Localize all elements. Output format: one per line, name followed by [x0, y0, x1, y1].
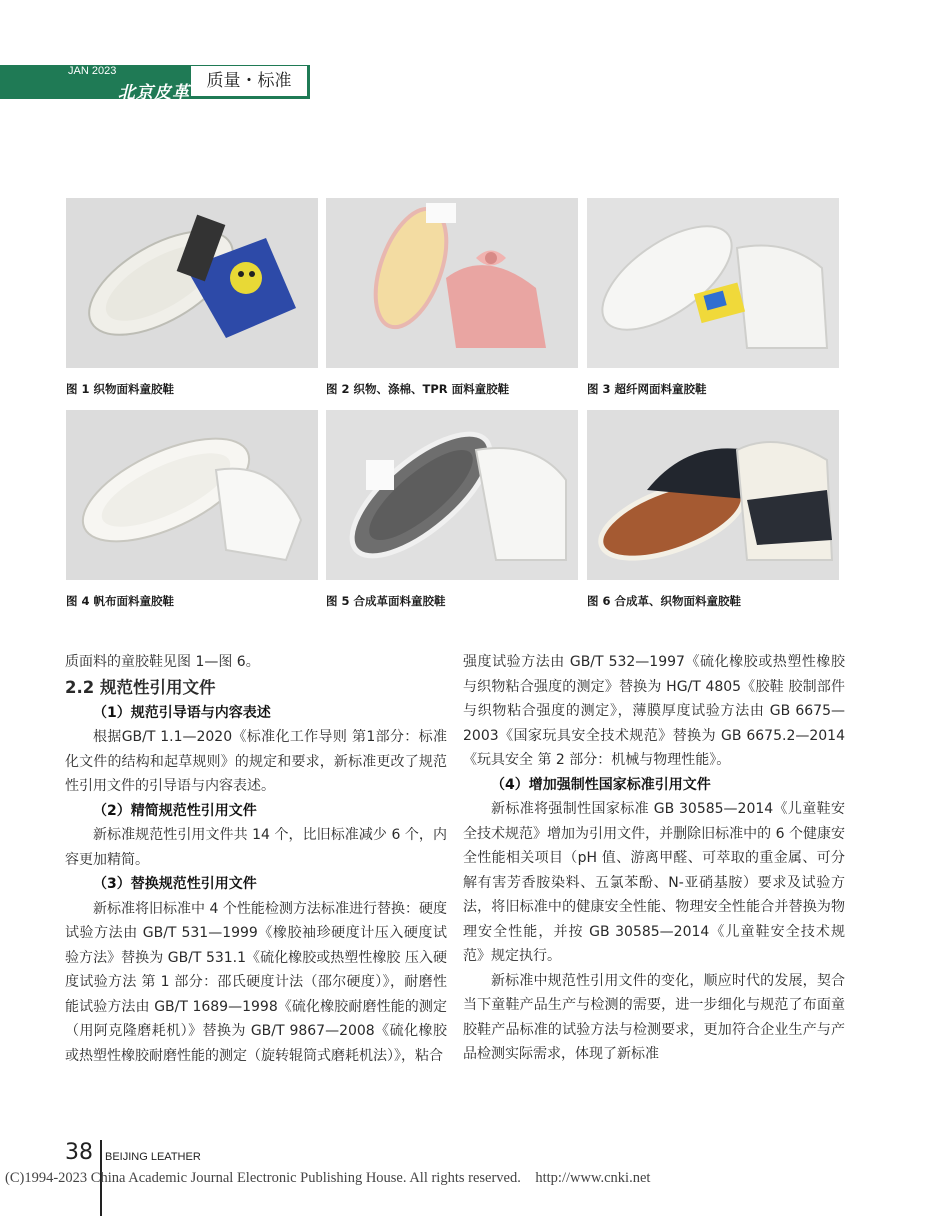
figure-5-caption: 图 5 合成革面料童胶鞋: [326, 594, 446, 608]
footer-magazine-name: BEIJING LEATHER: [105, 1151, 201, 1163]
subheading-4: （4）增加强制性国家标准引用文件: [491, 776, 711, 793]
figure-3-photo: [587, 198, 839, 368]
figure-2-caption: 图 2 织物、涤棉、TPR 面料童胶鞋: [326, 382, 510, 396]
figure-4-photo: [66, 410, 318, 580]
figure-6-photo: [587, 410, 839, 580]
figure-6-caption: 图 6 合成革、织物面料童胶鞋: [587, 594, 742, 608]
figure-3-caption: 图 3 超纤网面料童胶鞋: [587, 382, 707, 396]
subheading-1: （1）规范引导语与内容表述: [93, 704, 271, 721]
right-column: [463, 650, 845, 1067]
figure-4-caption: 图 4 帆布面料童胶鞋: [66, 594, 175, 608]
paragraph: 新标准中规范性引用文件的变化，顺应时代的发展，契合当下童鞋产品生产与检测的需要，进一步细化与规范了布面童胶鞋产品标准的试验方法与检测要求，更加符合企业生产与产品检测实际需求，体现了新标准: [463, 972, 845, 1062]
subheading-2: （2）精简规范性引用文件: [93, 802, 257, 819]
copyright-notice: (C)1994-2023 China Academic Journal Electronic Publishing House. All rights reserved. http://www.cnki.net: [5, 1170, 651, 1186]
magazine-title: 北京皮革: [118, 83, 190, 103]
figure-2-photo: [326, 198, 578, 368]
figure-1-photo: [66, 198, 318, 368]
paragraph: 新标准将强制性国家标准 GB 30585—2014《儿童鞋安全技术规范》增加为引用文件，并删除旧标准中的 6 个健康安全性能相关项目（pH 值、游离甲醛、可萃取的重金属、可分解有害芳香胺染料、五氯苯酚、N-亚硝基胺）要求及试验方法，将旧标准中的健康安全性能、物理安全性能合并替换为物理安全性能，并按 GB 30585—2014《儿童鞋安全技术规范》规定执行。: [463, 801, 845, 964]
section-title: 质量・标准: [191, 66, 307, 96]
paragraph: 强度试验方法由 GB/T 532—1997《硫化橡胶或热塑性橡胶与织物粘合强度的测定》替换为 HG/T 4805《胶鞋 胶制部件与织物粘合强度的测定》，薄膜厚度试验方法由 GB 6675—2003《国家玩具安全技术规范》替换为 GB 6675.2—2014《玩具安全 第 2 部分：机械与物理性能》。: [463, 654, 845, 768]
page-number: 38: [65, 1140, 93, 1165]
paragraph: 新标准规范性引用文件共 14 个，比旧标准减少 6 个，内容更加精简。: [65, 827, 447, 868]
subheading-3: （3）替换规范性引用文件: [93, 876, 257, 892]
issue-date: JAN 2023: [68, 65, 117, 77]
figure-1-caption: 图 1 织物面料童胶鞋: [66, 382, 175, 396]
left-column: [65, 650, 447, 1068]
paragraph: 根据GB/T 1.1—2020《标准化工作导则 第1部分：标准化文件的结构和起草规则》的规定和要求，新标准更改了规范性引用文件的引导语与内容表述。: [65, 729, 447, 794]
figure-5-photo: [326, 410, 578, 580]
paragraph: 新标准将旧标准中 4 个性能检测方法标准进行替换：硬度试验方法由 GB/T 531—1999《橡胶袖珍硬度计压入硬度试验方法》替换为 GB/T 531.1《硫化橡胶或热塑性橡胶 压入硬度试验方法 第 1 部分：邵氏硬度计法（邵尔硬度）》，耐磨性能试验方法由 GB/T 1689—1998《硫化橡胶耐磨性能的测定（用阿克隆磨耗机）》替换为 GB/T 9867—2008《硫化橡胶或热塑性橡胶耐磨性能的测定（旋转辊筒式磨耗机法）》，粘合: [65, 900, 447, 1064]
section-heading-2-2: 2.2 规范性引用文件: [65, 677, 216, 697]
paragraph: 质面料的童胶鞋见图 1—图 6。: [65, 654, 260, 670]
